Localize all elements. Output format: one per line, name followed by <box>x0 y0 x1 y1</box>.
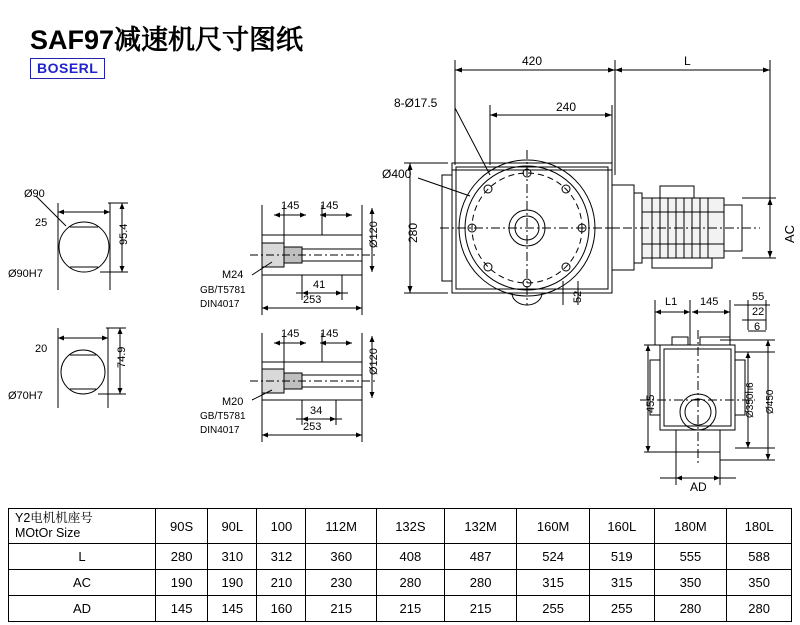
label-lower-253: 253 <box>303 421 322 433</box>
table-cell: 315 <box>589 570 654 596</box>
label-main-L: L <box>684 54 691 68</box>
table-cell: 160 <box>257 596 306 622</box>
label-main-dia400: Ø400 <box>382 167 412 181</box>
table-cell: 210 <box>257 570 306 596</box>
label-shaft2-height: 74.9 <box>116 346 128 368</box>
table-cell: 588 <box>727 544 792 570</box>
label-upper-145a: 145 <box>281 200 300 212</box>
table-cell: 230 <box>306 570 376 596</box>
label-br-455: 455 <box>645 394 657 413</box>
table-cell: 255 <box>589 596 654 622</box>
page-title: SAF97减速机尺寸图纸 <box>30 25 304 55</box>
table-cell: 280 <box>376 570 444 596</box>
label-lower-dia120: Ø120 <box>368 348 380 375</box>
label-lower-145b: 145 <box>320 328 339 340</box>
brand-logo: BOSERL <box>30 58 105 79</box>
label-br-L1: L1 <box>665 296 678 308</box>
label-upper-41: 41 <box>313 279 326 291</box>
label-main-52: 52 <box>572 290 584 303</box>
table-cell: 280 <box>156 544 208 570</box>
label-main-AC: AC <box>782 224 797 243</box>
table-cell: 190 <box>156 570 208 596</box>
table-row-label: L <box>9 544 156 570</box>
table-cell: 519 <box>589 544 654 570</box>
table-header-label <box>9 509 156 544</box>
label-br-dia450: Ø450 <box>765 389 776 414</box>
table-cell: 350 <box>727 570 792 596</box>
table-cell: 215 <box>376 596 444 622</box>
table-column-header: 90L <box>208 509 257 544</box>
table-row-label: AC <box>9 570 156 596</box>
table-cell: 215 <box>306 596 376 622</box>
label-lower-std2: DIN4017 <box>200 425 240 436</box>
label-upper-std2: DIN4017 <box>200 299 240 310</box>
label-shaft2-bore: Ø70H7 <box>8 390 43 402</box>
table-cell: 408 <box>376 544 444 570</box>
table-cell: 315 <box>517 570 590 596</box>
table-cell: 310 <box>208 544 257 570</box>
table-cell: 255 <box>517 596 590 622</box>
table-header-label-line2: MOtOr Size <box>15 526 81 540</box>
table-cell: 555 <box>654 544 727 570</box>
label-shaft1-bore <box>8 268 43 280</box>
table-cell: 350 <box>654 570 727 596</box>
label-shaft1-bore-text: Ø90H7 <box>8 268 43 280</box>
table-column-header: 132M <box>444 509 517 544</box>
table-row <box>9 544 792 570</box>
table-cell: 215 <box>444 596 517 622</box>
label-main-420: 420 <box>522 54 543 68</box>
label-lower-145a: 145 <box>281 328 300 340</box>
label-shaft1-top-dia: Ø90 <box>24 188 45 200</box>
label-br-AD: AD <box>690 480 707 494</box>
label-br-22: 22 <box>752 306 765 318</box>
table-column-header: 180M <box>654 509 727 544</box>
label-br-dia350: Ø350h6 <box>745 382 756 418</box>
table-cell: 487 <box>444 544 517 570</box>
table-cell: 280 <box>444 570 517 596</box>
table-column-header: 180L <box>727 509 792 544</box>
table-column-header: 112M <box>306 509 376 544</box>
label-br-6: 6 <box>754 321 761 333</box>
table-cell: 145 <box>156 596 208 622</box>
spec-table <box>8 508 792 622</box>
label-upper-145b: 145 <box>320 200 339 212</box>
table-column-header: 160L <box>589 509 654 544</box>
label-shaft2-key-width: 20 <box>35 343 48 355</box>
label-shaft1-key-width: 25 <box>35 217 48 229</box>
table-column-header: 90S <box>156 509 208 544</box>
label-shaft1-height: 95.4 <box>118 223 130 245</box>
table-cell: 190 <box>208 570 257 596</box>
table-cell: 145 <box>208 596 257 622</box>
label-upper-std1: GB/T5781 <box>200 285 246 296</box>
table-cell: 524 <box>517 544 590 570</box>
label-lower-thread: M20 <box>222 396 244 408</box>
table-column-header: 160M <box>517 509 590 544</box>
table-row <box>9 596 792 622</box>
label-upper-253: 253 <box>303 294 322 306</box>
table-row-label: AD <box>9 596 156 622</box>
table-cell: 312 <box>257 544 306 570</box>
table-row <box>9 570 792 596</box>
table-cell: 280 <box>654 596 727 622</box>
label-lower-34: 34 <box>310 405 323 417</box>
label-lower-std1: GB/T5781 <box>200 411 246 422</box>
table-header-label-line1: Y2电机机座号 <box>15 511 93 525</box>
table-column-header: 100 <box>257 509 306 544</box>
label-upper-dia120: Ø120 <box>368 221 380 248</box>
table-column-header: 132S <box>376 509 444 544</box>
table-header-row <box>9 509 792 544</box>
label-br-55: 55 <box>752 291 765 303</box>
label-main-holes: 8-Ø17.5 <box>394 96 438 110</box>
label-main-280: 280 <box>406 222 420 243</box>
table-cell: 360 <box>306 544 376 570</box>
label-br-145: 145 <box>700 296 719 308</box>
label-upper-thread: M24 <box>222 269 244 281</box>
label-main-240: 240 <box>556 100 577 114</box>
table-cell: 280 <box>727 596 792 622</box>
